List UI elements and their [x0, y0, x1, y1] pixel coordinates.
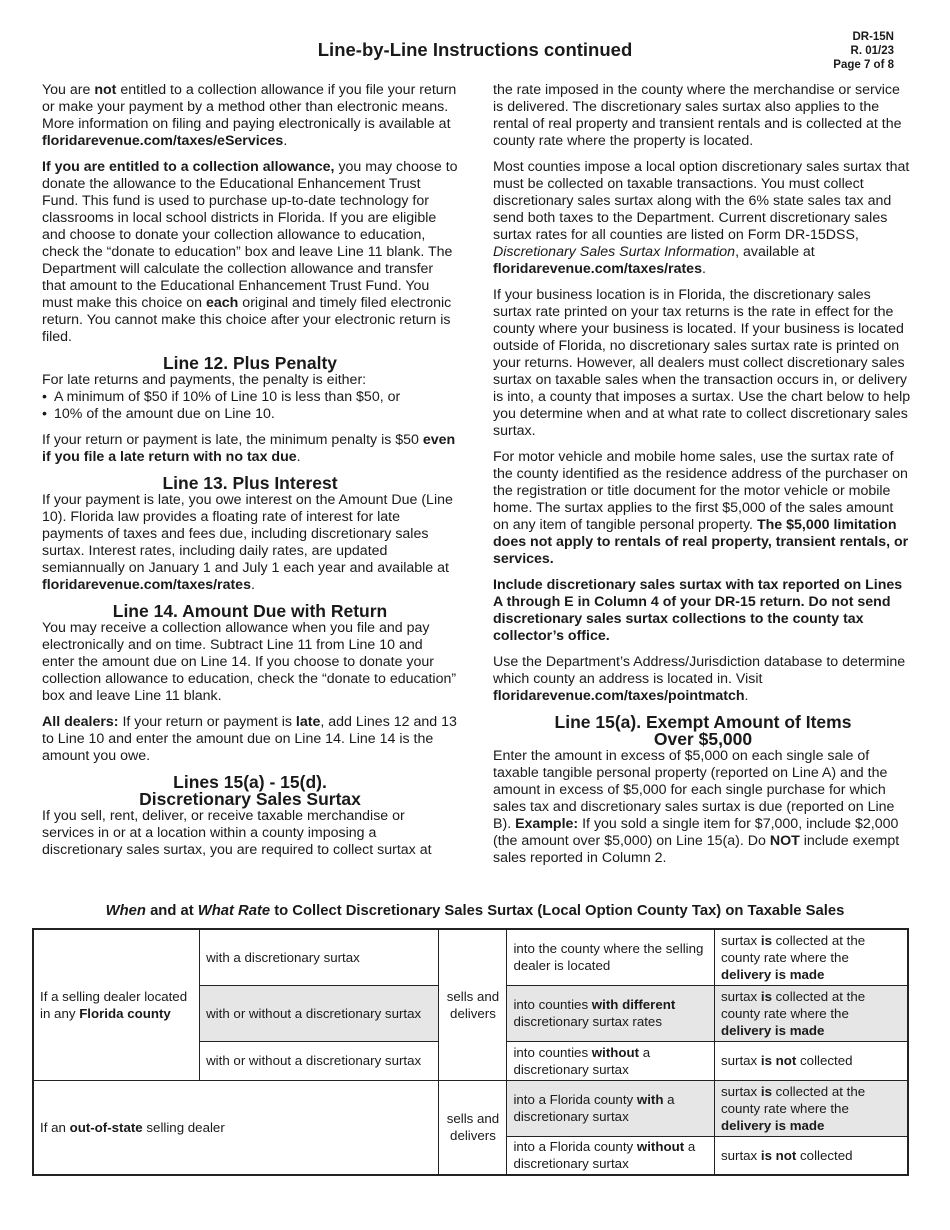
- list-item: • A minimum of $50 if 10% of Line 10 is less than $50, or: [42, 389, 458, 406]
- table-cell: with a discretionary surtax: [200, 929, 439, 985]
- eservices-link[interactable]: floridarevenue.com/taxes/eServices: [42, 133, 284, 149]
- florida-dealer-cell: If a selling dealer located in any Florida county: [33, 929, 200, 1080]
- sells-delivers-cell: sells and delivers: [439, 929, 507, 1080]
- line-15-paragraph: If you sell, rent, deliver, or receive taxable merchandise or services in or at a location within a county imposing a discretionary sales surtax, you are required to collect surtax at: [42, 808, 432, 858]
- rates-link[interactable]: floridarevenue.com/taxes/rates: [493, 261, 702, 277]
- table-cell: into a Florida county without a discretionary surtax: [507, 1136, 715, 1175]
- line-13-paragraph: If your payment is late, you owe interest on the Amount Due (Line 10). Florida law provides a floating rate of interest for late payments of taxes and fees due, including discretionary sales surtax. Interest rates, including daily rates, are updated semiannually on January 1 and July 1 each year and available at floridarevenue.com/taxes/rates.: [42, 492, 453, 593]
- local-option-paragraph: Most counties impose a local option discretionary sales surtax that must be collected on taxable transactions. You must collect discretionary sales surtax along with the 6% state sales tax and send both taxes to the Department. Current discretionary sales surtax rates for all counties are listed on Form DR-15DSS, Discretionary Sales Surtax Information, available at floridarevenue.com/taxes/rates.: [493, 159, 910, 277]
- lines-15-heading: Lines 15(a) - 15(d). Discretionary Sales Surtax: [139, 772, 361, 809]
- table-cell: with or without a discretionary surtax: [200, 1041, 439, 1080]
- form-number: DR-15N: [852, 31, 894, 43]
- pointmatch-link[interactable]: floridarevenue.com/taxes/pointmatch: [493, 688, 745, 704]
- table-row: [33, 1080, 908, 1136]
- sells-delivers-cell: sells and delivers: [439, 1080, 507, 1175]
- table-row: [33, 929, 908, 985]
- surtax-table: [32, 928, 909, 1176]
- page-title: Line-by-Line Instructions continued: [317, 39, 633, 60]
- table-cell: with or without a discretionary surtax: [200, 985, 439, 1041]
- table-cell: surtax is not collected: [714, 1136, 908, 1175]
- list-item: • 10% of the amount due on Line 10.: [42, 406, 458, 423]
- collection-allowance-paragraph: You are not entitled to a collection allowance if you file your return or make your payment by a method other than electronic means. More information on filing and paying electronically is available at floridarevenue.com/taxes/eServices.: [42, 82, 457, 149]
- table-cell: surtax is collected at the county rate where the delivery is made: [714, 1080, 908, 1136]
- rates-link[interactable]: floridarevenue.com/taxes/rates: [42, 577, 251, 593]
- motor-vehicle-paragraph: For motor vehicle and mobile home sales, use the surtax rate of the county identified as the residence address of the purchaser on the registration or title document for the motor vehicle or mobile home. The surtax applies to the first $5,000 of the sales amount on any item of tangible personal property. The $5,000 limitation does not apply to rentals of real property, transient rentals, or services.: [493, 449, 909, 567]
- table-cell: surtax is not collected: [714, 1041, 908, 1080]
- line-14-heading: Line 14. Amount Due with Return: [112, 601, 388, 621]
- out-of-state-dealer-cell: If an out-of-state selling dealer: [33, 1080, 439, 1175]
- form-id-block: [833, 30, 894, 72]
- business-location-paragraph: If your business location is in Florida, the discretionary sales surtax rate printed on your tax returns is the rate in effect for the county where your business is located. If your business is located outside of Florida, no discretionary sales surtax rate is printed on your returns. However, all dealers must collect discretionary sales surtax on taxable sales when the transaction occurs in, or delivery is into, a county that imposes a surtax. Use the chart below to help you determine when and at what rate to collect discretionary sales surtax.: [493, 287, 911, 439]
- table-cell: into counties with different discretionary surtax rates: [507, 985, 715, 1041]
- line-14-paragraph: You may receive a collection allowance when you file and pay electronically and on time. Subtract Line 11 from Line 10 and enter the amount due on Line 14. If you choose to donate your collection allowance to education, check the “donate to education” box and leave Line 11 blank.: [42, 620, 457, 704]
- right-column: [493, 82, 913, 876]
- line-15a-paragraph: Enter the amount in excess of $5,000 on each single sale of taxable tangible personal property (reported on Line A) and the amount in excess of $5,000 for each single purchase for which sales tax and discretionary sales surtax is due (reported on Line B). Example: If you sold a single item for $7,000, include $2,000 (the amount over $5,000) on Line 15(a). Do NOT include exempt sales reported in Column 2.: [493, 748, 900, 866]
- line-12-heading: Line 12. Plus Penalty: [162, 353, 338, 373]
- address-database-paragraph: Use the Department’s Address/Jurisdiction database to determine which county an address is located in. Visit floridarevenue.com/taxes/pointmatch.: [493, 654, 906, 704]
- page-number: Page 7 of 8: [833, 59, 894, 71]
- table-cell: surtax is collected at the county rate where the delivery is made: [714, 985, 908, 1041]
- all-dealers-paragraph: All dealers: If your return or payment is late, add Lines 12 and 13 to Line 10 and enter the amount due on Line 14. Line 14 is the amount you owe.: [42, 714, 457, 764]
- form-revision: R. 01/23: [850, 45, 894, 57]
- table-cell: surtax is collected at the county rate where the delivery is made: [714, 929, 908, 985]
- surtax-rate-paragraph: the rate imposed in the county where the merchandise or service is delivered. The discretionary sales surtax also applies to the rental of real property and transient rentals and is collected at the county rate where the property is located.: [493, 82, 902, 149]
- line-15a-heading: Line 15(a). Exempt Amount of Items Over $5,000: [554, 712, 852, 749]
- line-12-intro: For late returns and payments, the penalty is either:: [42, 372, 367, 388]
- table-cell: into the county where the selling dealer is located: [507, 929, 715, 985]
- donate-allowance-paragraph: If you are entitled to a collection allowance, you may choose to donate the allowance to the Educational Enhancement Trust Fund. This fund is used to purchase up-to-date technology for classrooms in local school districts in Florida. If you are eligible and choose to donate your collection allowance to education, check the “donate to education” box and leave Line 11 blank. The Department will calculate the collection allowance and transfer that amount to the Educational Enhancement Trust Fund. You must make this choice on each original and timely filed electronic return. You cannot make this choice after your electronic return is filed.: [42, 159, 458, 345]
- penalty-list: [42, 389, 458, 423]
- line-13-heading: Line 13. Plus Interest: [162, 473, 338, 493]
- minimum-penalty-paragraph: If your return or payment is late, the minimum penalty is $50 even if you file a late return with no tax due.: [42, 432, 456, 465]
- table-cell: into counties without a discretionary surtax: [507, 1041, 715, 1080]
- left-column: [42, 82, 458, 868]
- include-surtax-paragraph: Include discretionary sales surtax with tax reported on Lines A through E in Column 4 of your DR-15 return. Do not send discretionary sales surtax collections to the county tax collector’s office.: [493, 577, 903, 644]
- surtax-table-title: When and at What Rate to Collect Discretionary Sales Surtax (Local Option County Tax) on Taxable Sales: [105, 903, 845, 919]
- table-cell: into a Florida county with a discretionary surtax: [507, 1080, 715, 1136]
